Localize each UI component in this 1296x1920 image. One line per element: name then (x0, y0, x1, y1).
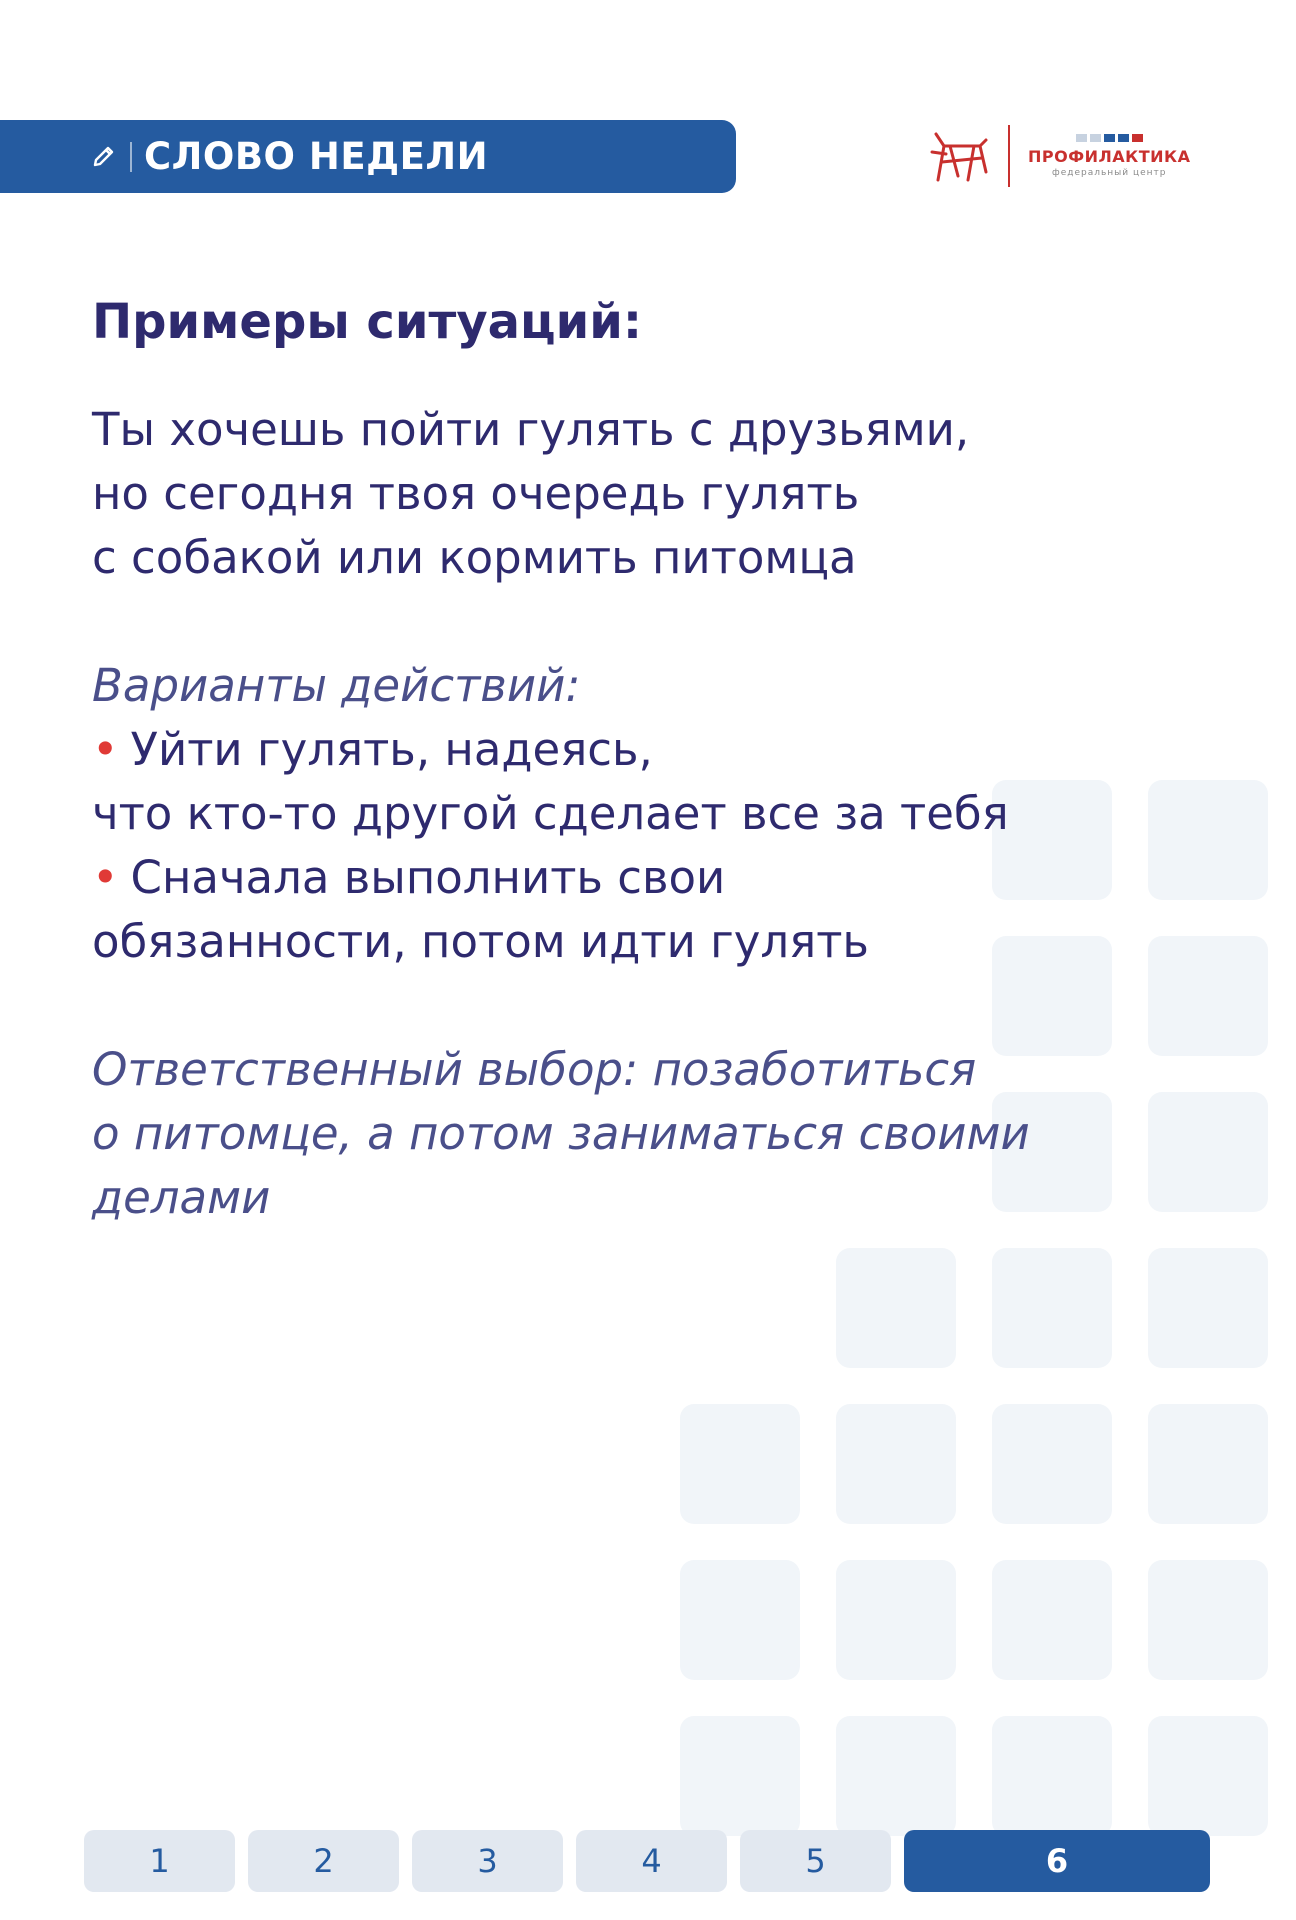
bg-tile (1148, 1560, 1268, 1680)
logo-name: ПРОФИЛАКТИКА (1028, 147, 1191, 166)
option-item (92, 846, 1172, 974)
bg-tile (1148, 1404, 1268, 1524)
bullet-dot: • (92, 723, 119, 776)
bg-tile (836, 1716, 956, 1836)
pencil-icon (88, 142, 118, 172)
bg-tile (836, 1560, 956, 1680)
section-heading: Примеры ситуаций: (92, 294, 643, 350)
option-item (92, 718, 1172, 846)
logo-subtitle: федеральный центр (1052, 168, 1167, 178)
bg-tile (992, 1716, 1112, 1836)
logo-bar (1132, 134, 1143, 142)
bullet-dot: • (92, 851, 119, 904)
page-button-3[interactable]: 3 (412, 1830, 563, 1892)
logo-area (928, 124, 1228, 188)
bg-tile (680, 1404, 800, 1524)
option-text: Сначала выполнить свои обязанности, потом идти гулять (92, 851, 869, 968)
logo-bar (1076, 134, 1087, 142)
spacer (92, 590, 1172, 654)
bg-tile (992, 1248, 1112, 1368)
bg-tile (992, 1560, 1112, 1680)
situation-text: Ты хочешь пойти гулять с друзьями, но сегодня твоя очередь гулять с собакой или кормить питомца (92, 403, 970, 584)
main-content (92, 290, 1172, 1230)
profilaktika-logo (1028, 134, 1191, 178)
page-button-6-active[interactable]: 6 (904, 1830, 1210, 1892)
header-title: СЛОВО НЕДЕЛИ (144, 135, 489, 178)
bg-tile (680, 1560, 800, 1680)
logo-bar (1104, 134, 1115, 142)
spacer (92, 974, 1172, 1038)
page-button-1[interactable]: 1 (84, 1830, 235, 1892)
bg-tile (836, 1248, 956, 1368)
bg-tile (992, 1404, 1112, 1524)
page-button-4[interactable]: 4 (576, 1830, 727, 1892)
responsible-choice-text: Ответственный выбор: позаботиться о питомце, а потом заниматься своими делами (92, 1043, 1030, 1224)
bg-tile (836, 1404, 956, 1524)
page-button-5[interactable]: 5 (740, 1830, 891, 1892)
logo-bar (1118, 134, 1129, 142)
logo-bars (1076, 134, 1143, 142)
logo-divider (1008, 125, 1010, 187)
bg-tile (1148, 1716, 1268, 1836)
bg-tile (680, 1716, 800, 1836)
options-title: Варианты действий: (92, 659, 581, 712)
chair-logo-icon (928, 126, 994, 186)
header-separator (130, 142, 132, 172)
logo-bar (1090, 134, 1101, 142)
option-text: Уйти гулять, надеясь, что кто-то другой сделает все за тебя (92, 723, 1009, 840)
slide-pagination (84, 1830, 1212, 1892)
page-button-2[interactable]: 2 (248, 1830, 399, 1892)
header-banner (0, 120, 736, 193)
bg-tile (1148, 1248, 1268, 1368)
